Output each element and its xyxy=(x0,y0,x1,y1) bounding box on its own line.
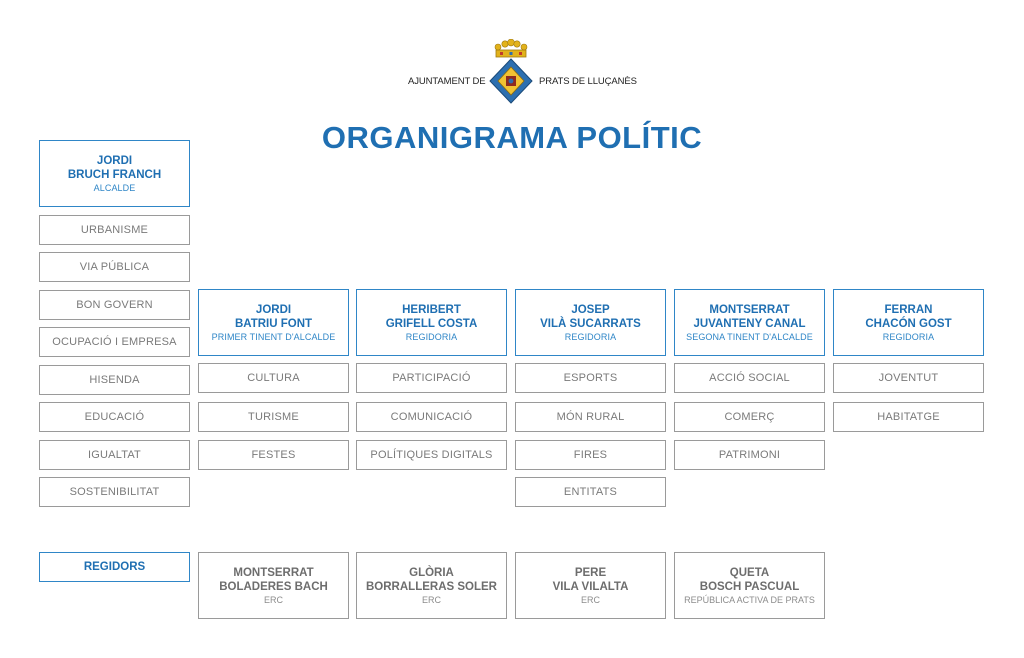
area-entitats: ENTITATS xyxy=(515,477,666,507)
councillor-card-grifell xyxy=(356,289,507,356)
councillor-card-vila xyxy=(515,289,666,356)
regidor-surname: VILA VILALTA xyxy=(552,580,629,593)
page-title: ORGANIGRAMA POLÍTIC xyxy=(321,120,703,155)
area-accio-social: ACCIÓ SOCIAL xyxy=(674,363,825,393)
area-comerc: COMERÇ xyxy=(674,402,825,432)
regidor-party: ERC xyxy=(263,594,283,605)
mayor-area-hisenda: HISENDA xyxy=(39,365,190,395)
regidor-surname: BOLADERES BACH xyxy=(219,580,328,593)
area-habitatge: HABITATGE xyxy=(833,402,984,432)
councillor-surname: GRIFELL COSTA xyxy=(385,317,478,330)
area-festes: FESTES xyxy=(198,440,349,470)
councillor-role: SEGONA TINENT D'ALCALDE xyxy=(686,331,813,342)
mayor-area-bon-govern: BON GOVERN xyxy=(39,290,190,320)
crown-icon xyxy=(494,39,528,59)
coat-of-arms-icon xyxy=(489,58,533,104)
regidor-first-name: MONTSERRAT xyxy=(233,566,314,579)
councillor-first-name: FERRAN xyxy=(884,303,933,316)
councillor-role: REGIDORIA xyxy=(564,331,617,342)
regidor-card-boladeres xyxy=(198,552,349,619)
area-mon-rural: MÓN RURAL xyxy=(515,402,666,432)
area-fires: FIRES xyxy=(515,440,666,470)
councillor-role: PRIMER TINENT D'ALCALDE xyxy=(211,331,336,342)
councillor-first-name: MONTSERRAT xyxy=(709,303,790,316)
area-patrimoni: PATRIMONI xyxy=(674,440,825,470)
councillor-role: REGIDORIA xyxy=(405,331,458,342)
area-esports: ESPORTS xyxy=(515,363,666,393)
area-comunicacio: COMUNICACIÓ xyxy=(356,402,507,432)
area-joventut: JOVENTUT xyxy=(833,363,984,393)
councillor-surname: BATRIU FONT xyxy=(234,317,313,330)
mayor-area-ocupacio: OCUPACIÓ I EMPRESA xyxy=(39,327,190,357)
ajuntament-left-text: AJUNTAMENT DE xyxy=(408,76,486,87)
councillor-card-chacon xyxy=(833,289,984,356)
councillor-surname: JUVANTENY CANAL xyxy=(693,317,806,330)
councillor-surname: CHACÓN GOST xyxy=(865,317,952,330)
regidor-card-borralleras xyxy=(356,552,507,619)
ajuntament-right-text: PRATS DE LLUÇANÈS xyxy=(539,76,637,87)
regidor-party: REPÚBLICA ACTIVA DE PRATS xyxy=(684,594,815,605)
regidor-surname: BORRALLERAS SOLER xyxy=(366,580,497,593)
councillor-first-name: JORDI xyxy=(255,303,292,316)
councillor-role: REGIDORIA xyxy=(882,331,935,342)
regidor-first-name: QUETA xyxy=(729,566,770,579)
mayor-first-name: JORDI xyxy=(96,154,133,167)
regidor-first-name: GLÒRIA xyxy=(409,566,454,579)
area-politiques-digitals: POLÍTIQUES DIGITALS xyxy=(356,440,507,470)
mayor-surname: BRUCH FRANCH xyxy=(67,168,162,181)
councillor-surname: VILÀ SUCARRATS xyxy=(540,317,641,330)
area-participacio: PARTICIPACIÓ xyxy=(356,363,507,393)
councillor-card-batriu xyxy=(198,289,349,356)
mayor-card xyxy=(39,140,190,207)
regidor-card-bosch xyxy=(674,552,825,619)
mayor-area-educacio: EDUCACIÓ xyxy=(39,402,190,432)
regidor-card-vila-vilalta xyxy=(515,552,666,619)
area-turisme: TURISME xyxy=(198,402,349,432)
regidor-party: ERC xyxy=(580,594,600,605)
councillor-first-name: HERIBERT xyxy=(402,303,461,316)
councillor-first-name: JOSEP xyxy=(571,303,610,316)
regidor-first-name: PERE xyxy=(574,566,607,579)
area-cultura: CULTURA xyxy=(198,363,349,393)
regidor-surname: BOSCH PASCUAL xyxy=(699,580,800,593)
mayor-area-urbanisme: URBANISME xyxy=(39,215,190,245)
mayor-area-via-publica: VIA PÚBLICA xyxy=(39,252,190,282)
mayor-area-sostenibilitat: SOSTENIBILITAT xyxy=(39,477,190,507)
regidors-label: REGIDORS xyxy=(39,552,190,582)
mayor-role: ALCALDE xyxy=(93,182,136,193)
councillor-card-juvanteny xyxy=(674,289,825,356)
mayor-area-igualtat: IGUALTAT xyxy=(39,440,190,470)
regidor-party: ERC xyxy=(421,594,441,605)
